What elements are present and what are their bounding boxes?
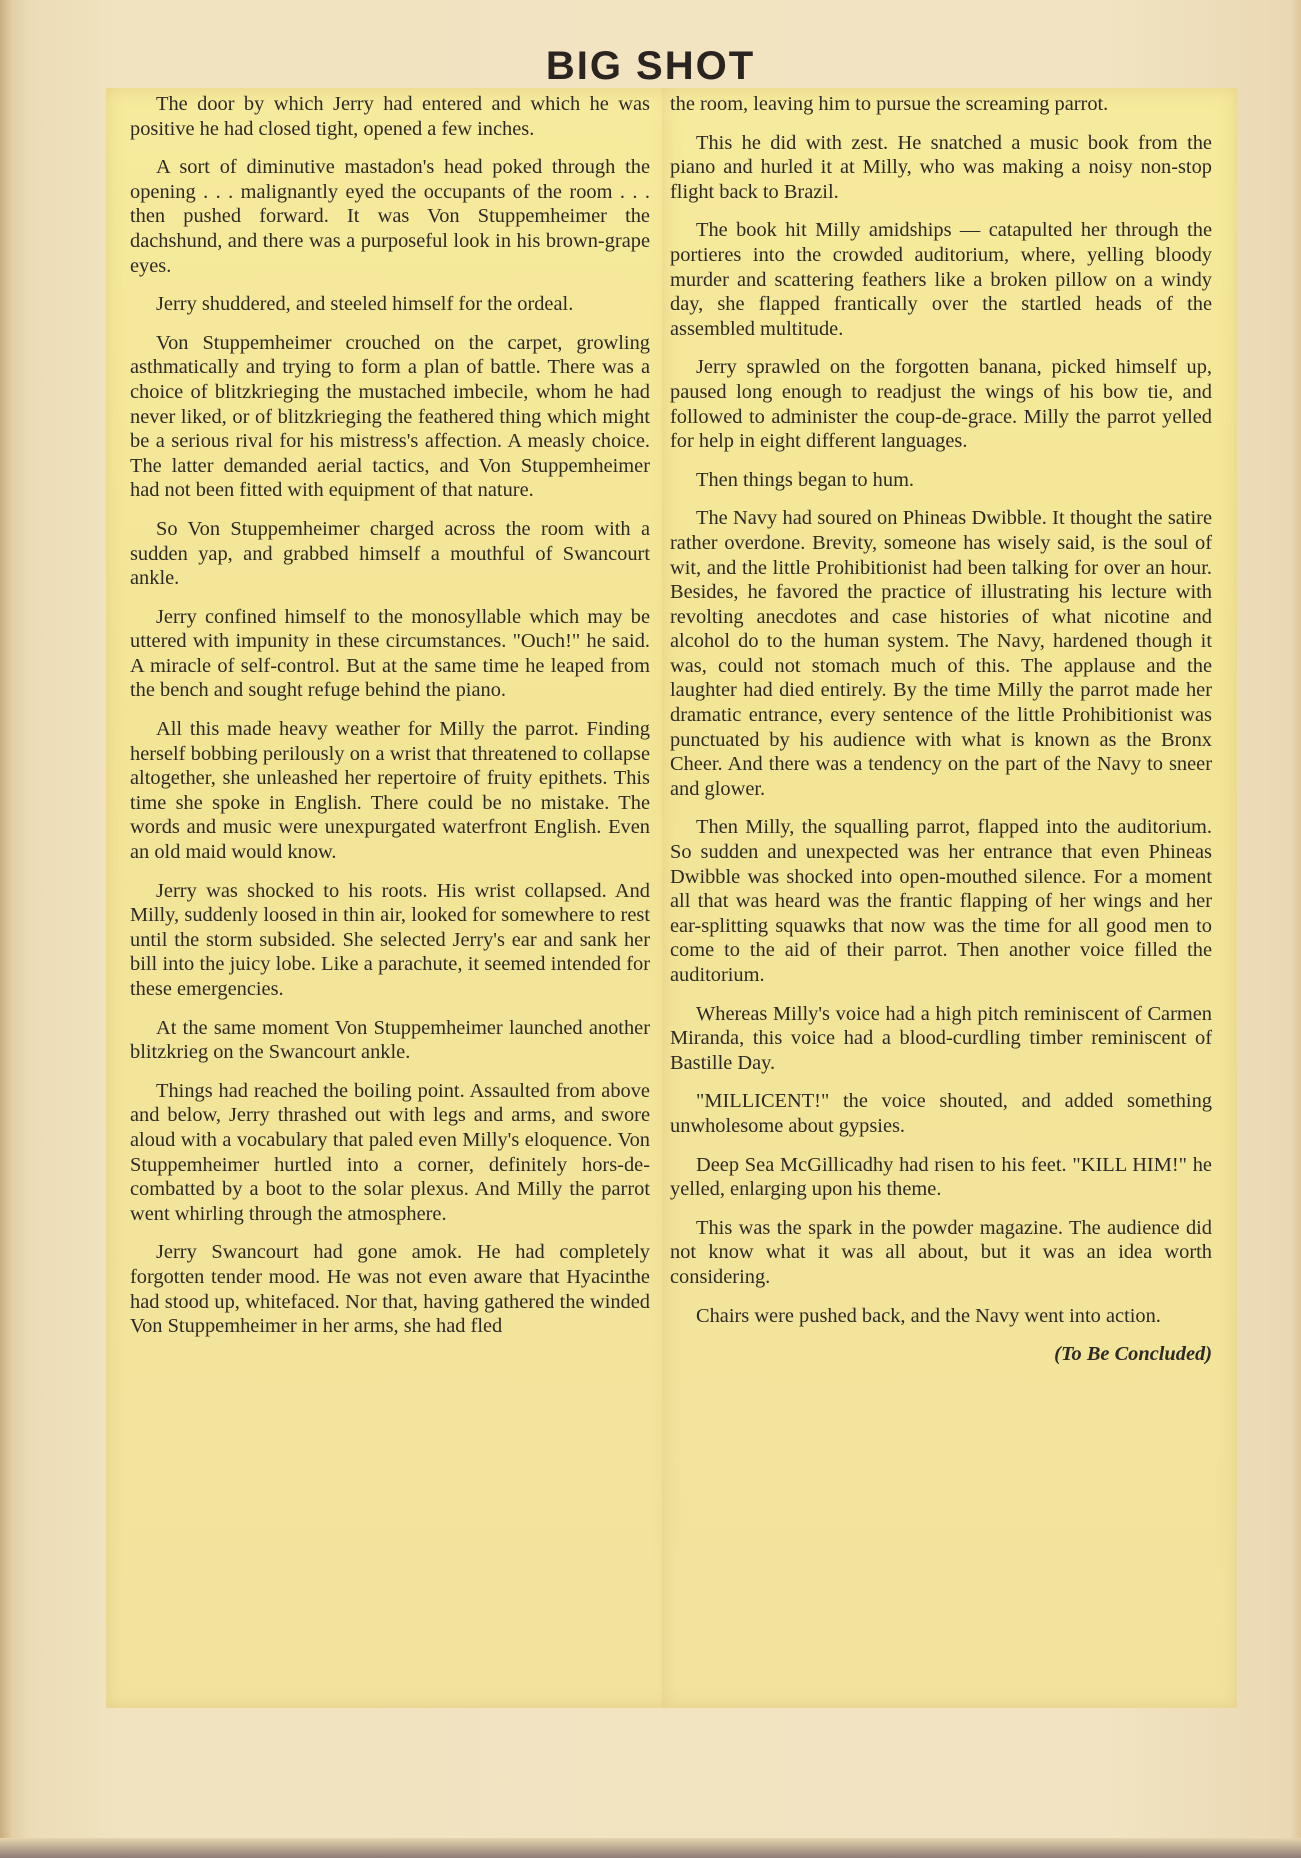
- paragraph: So Von Stuppemheimer charged across the room with a sudden yap, and grabbed himself a mouthful of Swancourt ankle.: [130, 517, 650, 590]
- paragraph: The Navy had soured on Phineas Dwibble. It thought the satire rather overdone. Brevity, someone has wisely said, is the soul of wit, and the little Prohibitionist had been talking for over an hour. Besides, he favored the practice of illustrating his lecture with revolting anecdotes and case histories of what nicotine and alcohol do to the human system. The Navy, hardened though it was, could not stomach much of this. The applause and the laughter had died entirely. By the time Milly the parrot made her dramatic entrance, every sentence of the little Prohibitionist was punctuated by his audience with what is known as the Bronx Cheer. And there was a tendency on the part of the Navy to sneer and glower.: [670, 507, 1212, 800]
- paragraph: Whereas Milly's voice had a high pitch reminiscent of Carmen Miranda, this voice had a blood-curdling timber reminiscent of Bastille Day.: [670, 1002, 1212, 1074]
- paragraph: All this made heavy weather for Milly the parrot. Finding herself bobbing perilously on a wrist that threatened to collapse altogether, she unleashed her repertoire of fruity epithets. This time she spoke in English. There could be no mistake. The words and music were unexpurgated waterfront English. Even an old maid would know.: [130, 718, 650, 864]
- paragraph: Then Milly, the squalling parrot, flapped into the auditorium. So sudden and unexpected was her entrance that even Phineas Dwibble was shocked into open-mouthed silence. For a moment all that was heard was the frantic flapping of her wings and her ear-splitting squawks that now was the time for all good men to come to the aid of their parrot. Then another voice filled the auditorium.: [670, 816, 1212, 986]
- page-spine: [0, 0, 14, 1858]
- paragraph: Jerry shuddered, and steeled himself for the ordeal.: [156, 293, 574, 316]
- paragraph: At the same moment Von Stuppemheimer launched another blitzkrieg on the Swancourt ankle.: [130, 1016, 650, 1064]
- right-text-column: [670, 92, 1212, 1381]
- paragraph: This was the spark in the powder magazine. The audience did not know what it was all about, but it was an idea worth considering.: [670, 1216, 1212, 1288]
- paragraph: The door by which Jerry had entered and which he was positive he had closed tight, opened a few inches.: [130, 93, 650, 140]
- left-text-column: [130, 92, 650, 1353]
- paragraph: Chairs were pushed back, and the Navy went into action.: [696, 1304, 1161, 1327]
- paragraph: This he did with zest. He snatched a music book from the piano and hurled it at Milly, who was making a noisy non-stop flight back to Brazil.: [670, 131, 1212, 203]
- paragraph: A sort of diminutive mastadon's head poked through the opening . . . malignantly eyed the occupants of the room . . . then pushed forward. It was Von Stuppemheimer the dachshund, and there was a purposeful look in his brown-grape eyes.: [130, 156, 650, 277]
- paragraph: The book hit Milly amidships — catapulted her through the portieres into the crowded auditorium, where, yelling bloody murder and scattering feathers like a broken pillow on a windy day, she flapped frantically over the startled heads of the assembled multitude.: [670, 219, 1212, 340]
- paragraph: Jerry was shocked to his roots. His wrist collapsed. And Milly, suddenly loosed in thin air, looked for somewhere to rest until the storm subsided. She selected Jerry's ear and sank her bill into the juicy lobe. Like a parachute, it seemed intended for these emergencies.: [130, 879, 650, 1000]
- to-be-concluded-note: (To Be Concluded): [1054, 1343, 1212, 1366]
- page-title: BIG SHOT: [545, 44, 756, 88]
- paragraph: Then things began to hum.: [696, 468, 915, 491]
- paragraph: Jerry Swancourt had gone amok. He had completely forgotten tender mood. He was not even aware that Hyacinthe had stood up, whitefaced. Nor that, having gathered the winded Von Stuppemheimer in her arms, she had fled: [130, 1241, 650, 1338]
- paragraph: "MILLICENT!" the voice shouted, and added something unwholesome about gypsies.: [670, 1090, 1212, 1137]
- continued-paragraph: the room, leaving him to pursue the screaming parrot.: [670, 93, 1109, 115]
- paragraph: Deep Sea McGillicadhy had risen to his feet. "KILL HIM!" he yelled, enlarging upon his theme.: [670, 1153, 1212, 1201]
- paragraph: Jerry sprawled on the forgotten banana, picked himself up, paused long enough to readjust the wings of his bow tie, and followed to administer the coup-de-grace. Milly the parrot yelled for help in eight different languages.: [670, 356, 1212, 453]
- paragraph: Von Stuppemheimer crouched on the carpet, growling asthmatically and trying to form a plan of battle. There was a choice of blitzkrieging the mustached imbecile, whom he had never liked, or of blitzkrieging the feathered thing which might be a serious rival for his mistress's affection. A measly choice. The latter demanded aerial tactics, and Von Stuppemheimer had not been fitted with equipment of that nature.: [130, 331, 650, 502]
- paragraph: Jerry confined himself to the monosyllable which may be uttered with impunity in these circumstances. "Ouch!" he said. A miracle of self-control. But at the same time he leaped from the bench and sought refuge behind the piano.: [130, 605, 650, 702]
- paragraph: Things had reached the boiling point. Assaulted from above and below, Jerry thrashed out with legs and arms, and swore aloud with a vocabulary that paled even Milly's eloquence. Von Stuppemheimer hurtled into a corner, definitely hors-de-combatted by a boot to the solar plexus. And Milly the parrot went whirling through the atmosphere.: [130, 1079, 650, 1225]
- page-bottom-edge: [0, 1838, 1301, 1858]
